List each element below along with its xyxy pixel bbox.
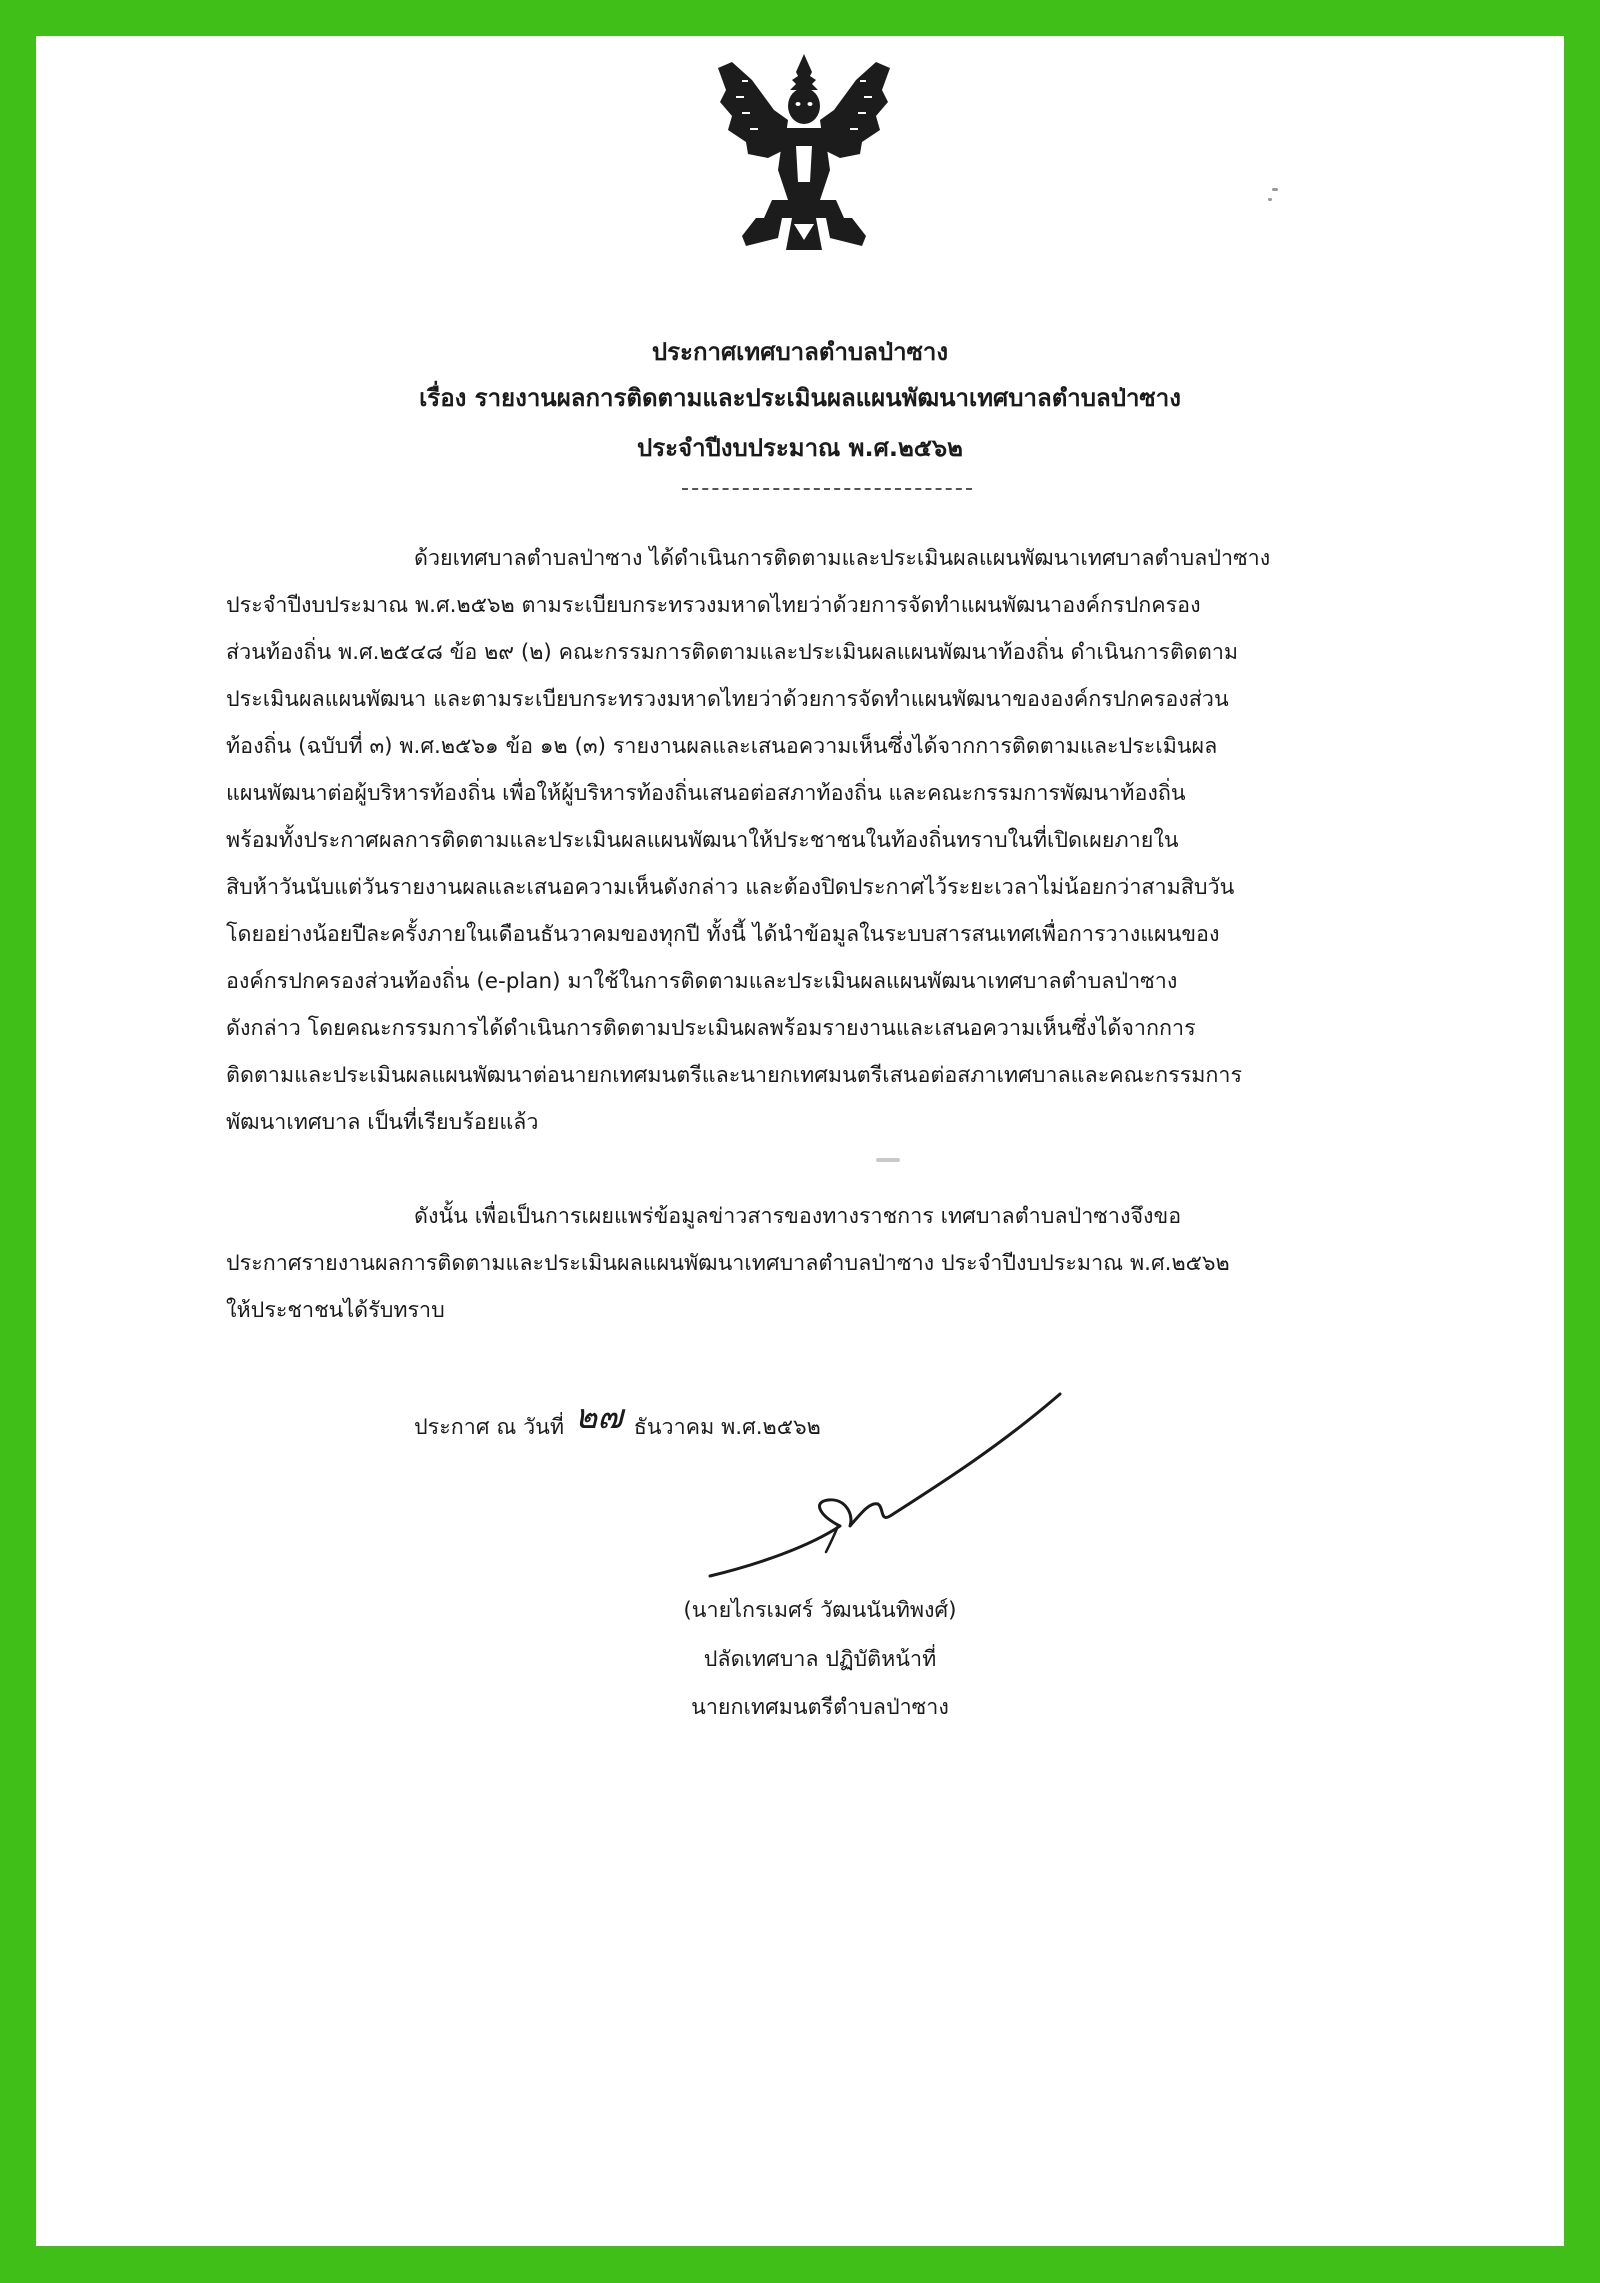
paragraph-line: สิบห้าวันนับแต่วันรายงานผลและเสนอความเห็นดังกล่าว และต้องปิดประกาศไว้ระยะเวลาไม่น้อยกว่าสามสิบวัน [226,875,1235,900]
body-paragraph-2 [226,1193,1440,1334]
paragraph-line: ด้วยเทศบาลตำบลป่าซาง ได้ดำเนินการติดตามและประเมินผลแผนพัฒนาเทศบาลตำบลป่าซาง [414,546,1271,571]
garuda-emblem-icon [712,50,896,260]
scan-smudge [876,1158,900,1162]
paragraph-line: ประเมินผลแผนพัฒนา และตามระเบียบกระทรวงมหาดไทยว่าด้วยการจัดทำแผนพัฒนาขององค์กรปกครองส่วน [226,687,1229,712]
paragraph-line: โดยอย่างน้อยปีละครั้งภายในเดือนธันวาคมของทุกปี ทั้งนี้ ได้นำข้อมูลในระบบสารสนเทศเพื่อการวางแผนของ [226,922,1220,947]
signatory-name: (นายไกรเมศร์ วัฒนนันทิพงศ์) [683,1598,957,1623]
paragraph-line: ดังนั้น เพื่อเป็นการเผยแพร่ข้อมูลข่าวสารของทางราชการ เทศบาลตำบลป่าซางจึงขอ [414,1204,1182,1229]
announcement-title: ประกาศเทศบาลตำบลป่าซาง [651,338,949,366]
signatory-position: ปลัดเทศบาล ปฏิบัติหน้าที่ [703,1647,937,1672]
paragraph-line: ท้องถิ่น (ฉบับที่ ๓) พ.ศ.๒๕๖๑ ข้อ ๑๒ (๓) รายงานผลและเสนอความเห็นซึ่งได้จากการติดตามและประเมินผล [226,734,1218,759]
paragraph-line: องค์กรปกครองส่วนท้องถิ่น (e-plan) มาใช้ในการติดตามและประเมินผลแผนพัฒนาเทศบาลตำบลป่าซาง [226,969,1178,994]
paragraph-line: แผนพัฒนาต่อผู้บริหารท้องถิ่น เพื่อให้ผู้บริหารท้องถิ่นเสนอต่อสภาท้องถิ่น และคณะกรรมการพัฒนาท้องถิ่น [226,781,1186,806]
date-suffix: ธันวาคม พ.ศ.๒๕๖๒ [633,1415,821,1440]
paragraph-line: พร้อมทั้งประกาศผลการติดตามและประเมินผลแผนพัฒนาให้ประชาชนในท้องถิ่นทราบในที่เปิดเผยภายใน [226,828,1179,853]
paragraph-line: ส่วนท้องถิ่น พ.ศ.๒๕๔๘ ข้อ ๒๙ (๒) คณะกรรมการติดตามและประเมินผลแผนพัฒนาท้องถิ่น ดำเนินการติดตาม [226,640,1239,665]
signatory-title: นายกเทศมนตรีตำบลป่าซาง [691,1695,949,1720]
date-prefix: ประกาศ ณ วันที่ [414,1415,565,1440]
announcement-subject: เรื่อง รายงานผลการติดตามและประเมินผลแผนพัฒนาเทศบาลตำบลป่าซาง [419,384,1181,412]
paragraph-line: ประจำปีงบประมาณ พ.ศ.๒๕๖๒ ตามระเบียบกระทรวงมหาดไทยว่าด้วยการจัดทำแผนพัฒนาองค์กรปกครอง [226,593,1201,618]
paragraph-line: ให้ประชาชนได้รับทราบ [226,1298,445,1323]
header-divider [682,488,972,490]
handwritten-signature [640,1376,1100,1606]
paragraph-line: พัฒนาเทศบาล เป็นที่เรียบร้อยแล้ว [226,1110,539,1135]
paragraph-line: ประกาศรายงานผลการติดตามและประเมินผลแผนพัฒนาเทศบาลตำบลป่าซาง ประจำปีงบประมาณ พ.ศ.๒๕๖๒ [226,1251,1230,1276]
paragraph-line: ดังกล่าว โดยคณะกรรมการได้ดำเนินการติดตามประเมินผลพร้อมรายงานและเสนอความเห็นซึ่งได้จากการ [226,1016,1196,1041]
paragraph-line: ติดตามและประเมินผลแผนพัฒนาต่อนายกเทศมนตรีและนายกเทศมนตรีเสนอต่อสภาเทศบาลและคณะกรรมการ [226,1063,1243,1088]
body-paragraph-1 [226,535,1440,1146]
scan-speck [1272,188,1278,191]
announcement-fiscal-year: ประจำปีงบประมาณ พ.ศ.๒๕๖๒ [636,434,963,462]
handwritten-day: ๒๗ [574,1397,623,1437]
scan-speck [1268,198,1272,201]
